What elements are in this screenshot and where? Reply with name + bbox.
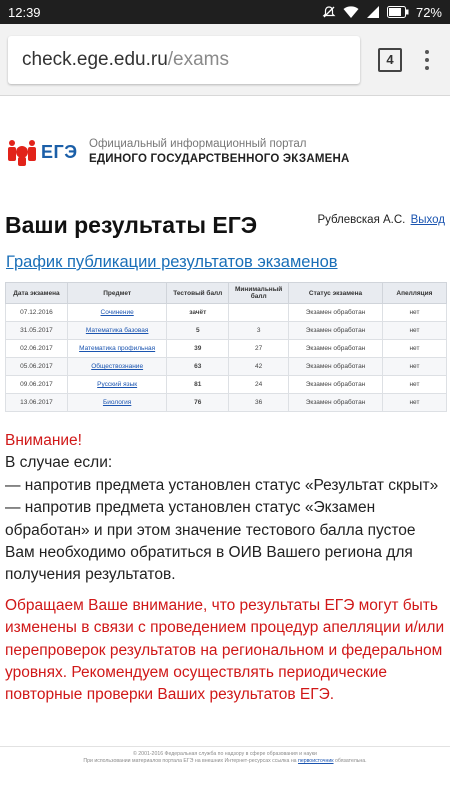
notice-line: В случае если: xyxy=(5,454,113,472)
more-options-icon[interactable] xyxy=(412,36,442,84)
mute-icon xyxy=(322,5,336,19)
cell-status: Экзамен обработан xyxy=(289,322,383,340)
cell-appeal: нет xyxy=(382,358,446,376)
tab-switcher-button[interactable] xyxy=(368,36,412,84)
red-notice: Обращаем Ваше внимание, что результаты ЕГЭ могут быть изменены в связи с проведением процедур апелляции и/или перепроверок результатов на региональном и федеральном уровнях. Рекомендуем осуществлять периодические повторные проверки Ваших результатов ЕГЭ. xyxy=(5,596,445,704)
subject-link[interactable]: Биология xyxy=(102,399,132,406)
cell-score: 81 xyxy=(167,376,229,394)
subject-link[interactable]: Математика базовая xyxy=(85,327,149,334)
footer-source-link[interactable]: первоисточник xyxy=(298,758,334,764)
footer xyxy=(0,746,450,765)
cell-status: Экзамен обработан xyxy=(289,394,383,412)
footer-usage xyxy=(0,758,450,765)
table-header-row xyxy=(6,283,447,304)
notice-block xyxy=(5,430,445,587)
col-header-min: Минимальный балл xyxy=(229,283,289,304)
cell-score: 76 xyxy=(167,394,229,412)
cell-appeal: нет xyxy=(382,376,446,394)
cell-subject xyxy=(67,322,167,340)
url-path: /exams xyxy=(167,48,230,70)
col-header-appeal: Апелляция xyxy=(382,283,446,304)
results-table xyxy=(5,282,447,412)
cell-appeal: нет xyxy=(382,322,446,340)
cell-subject xyxy=(67,304,167,322)
ege-logo-icon xyxy=(5,135,39,169)
attention-heading: Внимание! xyxy=(5,432,82,449)
col-header-score: Тестовый балл xyxy=(167,283,229,304)
cell-date: 13.06.2017 xyxy=(6,394,68,412)
footer-usage-text: При использовании материалов портала ЕГЭ на внешних Интернет-ресурсах ссылка на xyxy=(83,758,297,764)
cell-status: Экзамен обработан xyxy=(289,304,383,322)
cell-appeal: нет xyxy=(382,394,446,412)
wifi-icon xyxy=(343,5,359,19)
results-header xyxy=(5,212,445,239)
schedule-link[interactable]: График публикации результатов экзаменов xyxy=(6,253,338,271)
notice-line: — напротив предмета установлен статус «Экзамен обработан» и при этом значение тестового балла пустое xyxy=(5,499,416,539)
page-content xyxy=(0,118,450,707)
cell-subject xyxy=(67,394,167,412)
table-row xyxy=(6,340,447,358)
cell-min: 27 xyxy=(229,340,289,358)
footer-usage-end: обязательна. xyxy=(334,758,367,764)
notice-line: Вам необходимо обратиться в ОИВ Вашего региона для получения результатов. xyxy=(5,544,413,584)
table-row xyxy=(6,322,447,340)
notice-line: — напротив предмета установлен статус «Результат скрыт» xyxy=(5,476,439,494)
cell-subject xyxy=(67,376,167,394)
tab-count: 4 xyxy=(378,48,402,72)
portal-title-line2: ЕДИНОГО ГОСУДАРСТВЕННОГО ЭКЗАМЕНА xyxy=(89,153,350,165)
user-box xyxy=(317,214,445,226)
cell-appeal: нет xyxy=(382,304,446,322)
col-header-subject: Предмет xyxy=(67,283,167,304)
portal-header xyxy=(5,118,445,186)
cell-subject xyxy=(67,340,167,358)
url-domain: check.ege.edu.ru xyxy=(22,48,168,70)
portal-title xyxy=(89,137,349,167)
cell-min: 42 xyxy=(229,358,289,376)
user-name: Рублевская А.С. xyxy=(317,214,406,226)
cell-status: Экзамен обработан xyxy=(289,358,383,376)
cell-status: Экзамен обработан xyxy=(289,376,383,394)
table-row xyxy=(6,358,447,376)
cell-min xyxy=(229,304,289,322)
cell-score: зачёт xyxy=(167,304,229,322)
cell-date: 09.06.2017 xyxy=(6,376,68,394)
cell-score: 39 xyxy=(167,340,229,358)
page-title: Ваши результаты ЕГЭ xyxy=(5,212,258,238)
cell-appeal: нет xyxy=(382,340,446,358)
col-header-status: Статус экзамена xyxy=(289,283,383,304)
cell-min: 3 xyxy=(229,322,289,340)
cell-date: 07.12.2016 xyxy=(6,304,68,322)
cell-date: 02.06.2017 xyxy=(6,340,68,358)
address-bar[interactable] xyxy=(8,36,360,84)
battery-icon xyxy=(387,6,409,18)
table-row xyxy=(6,394,447,412)
logo-text: ЕГЭ xyxy=(41,141,78,162)
cell-score: 63 xyxy=(167,358,229,376)
cell-date: 31.05.2017 xyxy=(6,322,68,340)
cell-subject xyxy=(67,358,167,376)
subject-link[interactable]: Математика профильная xyxy=(79,345,156,352)
table-row xyxy=(6,304,447,322)
ege-logo[interactable] xyxy=(5,135,89,169)
subject-link[interactable]: Русский язык xyxy=(97,381,138,388)
col-header-date: Дата экзамена xyxy=(6,283,68,304)
subject-link[interactable]: Сочинение xyxy=(100,309,134,316)
signal-icon xyxy=(366,5,380,19)
portal-title-line1: Официальный информационный портал xyxy=(89,138,307,150)
subject-link[interactable]: Обществознание xyxy=(91,363,144,370)
battery-percent: 72% xyxy=(415,4,442,20)
browser-toolbar xyxy=(0,24,450,96)
status-icons xyxy=(322,5,442,20)
cell-score: 5 xyxy=(167,322,229,340)
logout-link[interactable]: Выход xyxy=(410,214,445,226)
cell-date: 05.06.2017 xyxy=(6,358,68,376)
table-row xyxy=(6,376,447,394)
cell-status: Экзамен обработан xyxy=(289,340,383,358)
status-time: 12:39 xyxy=(8,4,41,20)
cell-min: 24 xyxy=(229,376,289,394)
footer-copyright: © 2001-2016 Федеральная служба по надзору в сфере образования и науки xyxy=(133,751,317,757)
cell-min: 36 xyxy=(229,394,289,412)
status-bar xyxy=(0,0,450,24)
